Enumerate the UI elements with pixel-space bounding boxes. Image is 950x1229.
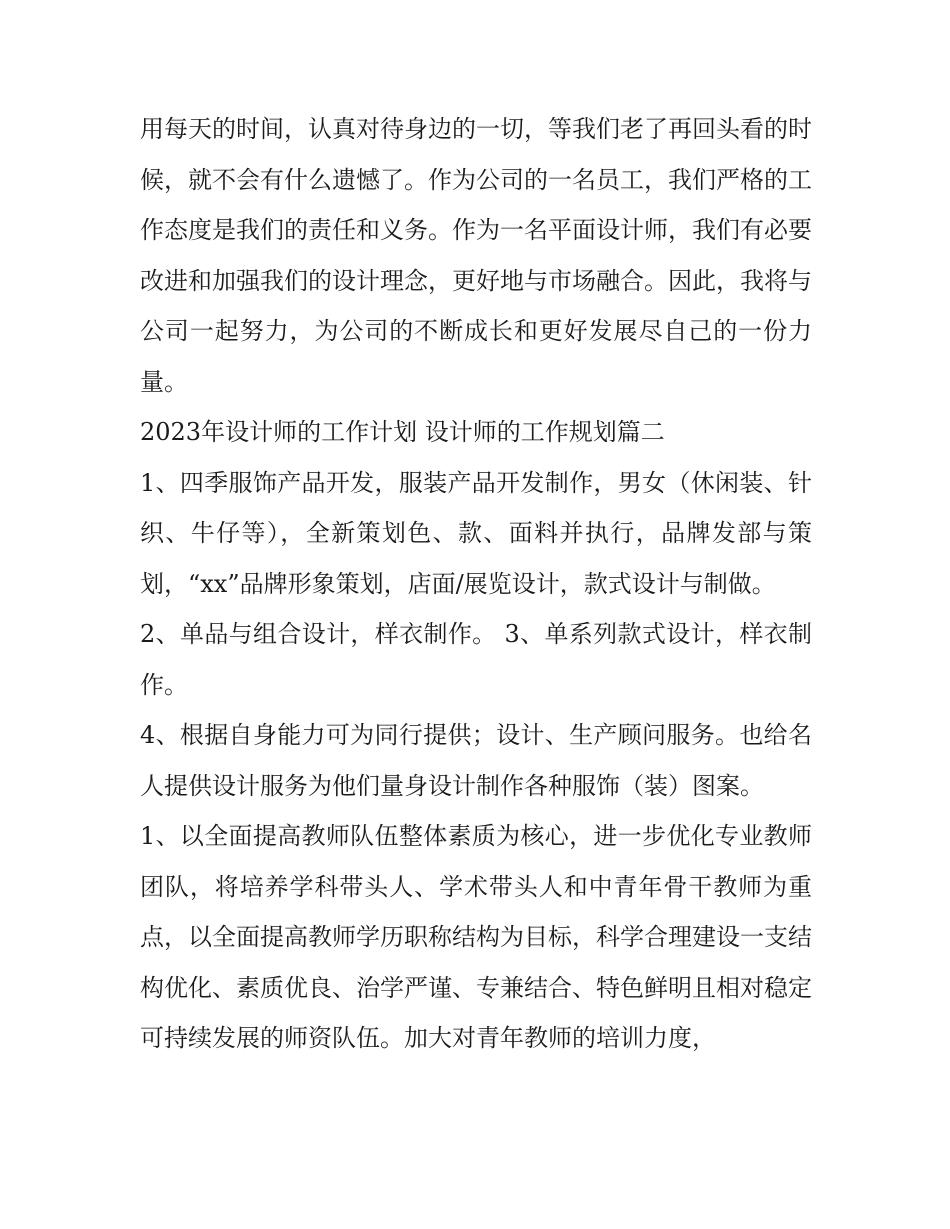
paragraph-intro: 用每天的时间，认真对待身边的一切，等我们老了再回头看的时候，就不会有什么遗憾了。作为公司的一名员工，我们严格的工作态度是我们的责任和义务。作为一名平面设计师，我们有必要改进和加强我们的设计理念，更好地与市场融合。因此，我将与公司一起努力，为公司的不断成长和更好发展尽自己的一份力量。 — [140, 115, 812, 396]
paragraph-item-1: 1、四季服饰产品开发，服装产品开发制作，男女（休闲装、针织、牛仔等），全新策划色、款、面料并执行，品牌发部与策划，“xx”品牌形象策划，店面/展览设计，款式设计与制做。 — [140, 468, 812, 598]
paragraph-item-4: 4、根据自身能力可为同行提供；设计、生产顾问服务。也给名人提供设计服务为他们量身设计制作各种服饰（装）图案。 — [140, 721, 812, 800]
paragraph-teacher-team: 1、以全面提高教师队伍整体素质为核心，进一步优化专业教师团队，将培养学科带头人、学术带头人和中青年骨干教师为重点，以全面提高教师学历职称结构为目标，科学合理建设一支结构优化、素质优良、治学严谨、专兼结合、特色鲜明且相对稳定可持续发展的师资队伍。加大对青年教师的培训力度， — [140, 822, 812, 1052]
section-heading: 2023年设计师的工作计划 设计师的工作规划篇二 — [140, 418, 665, 446]
document-body — [140, 104, 812, 1064]
paragraph-item-2-3: 2、单品与组合设计，样衣制作。 3、单系列款式设计，样衣制作。 — [140, 620, 812, 699]
